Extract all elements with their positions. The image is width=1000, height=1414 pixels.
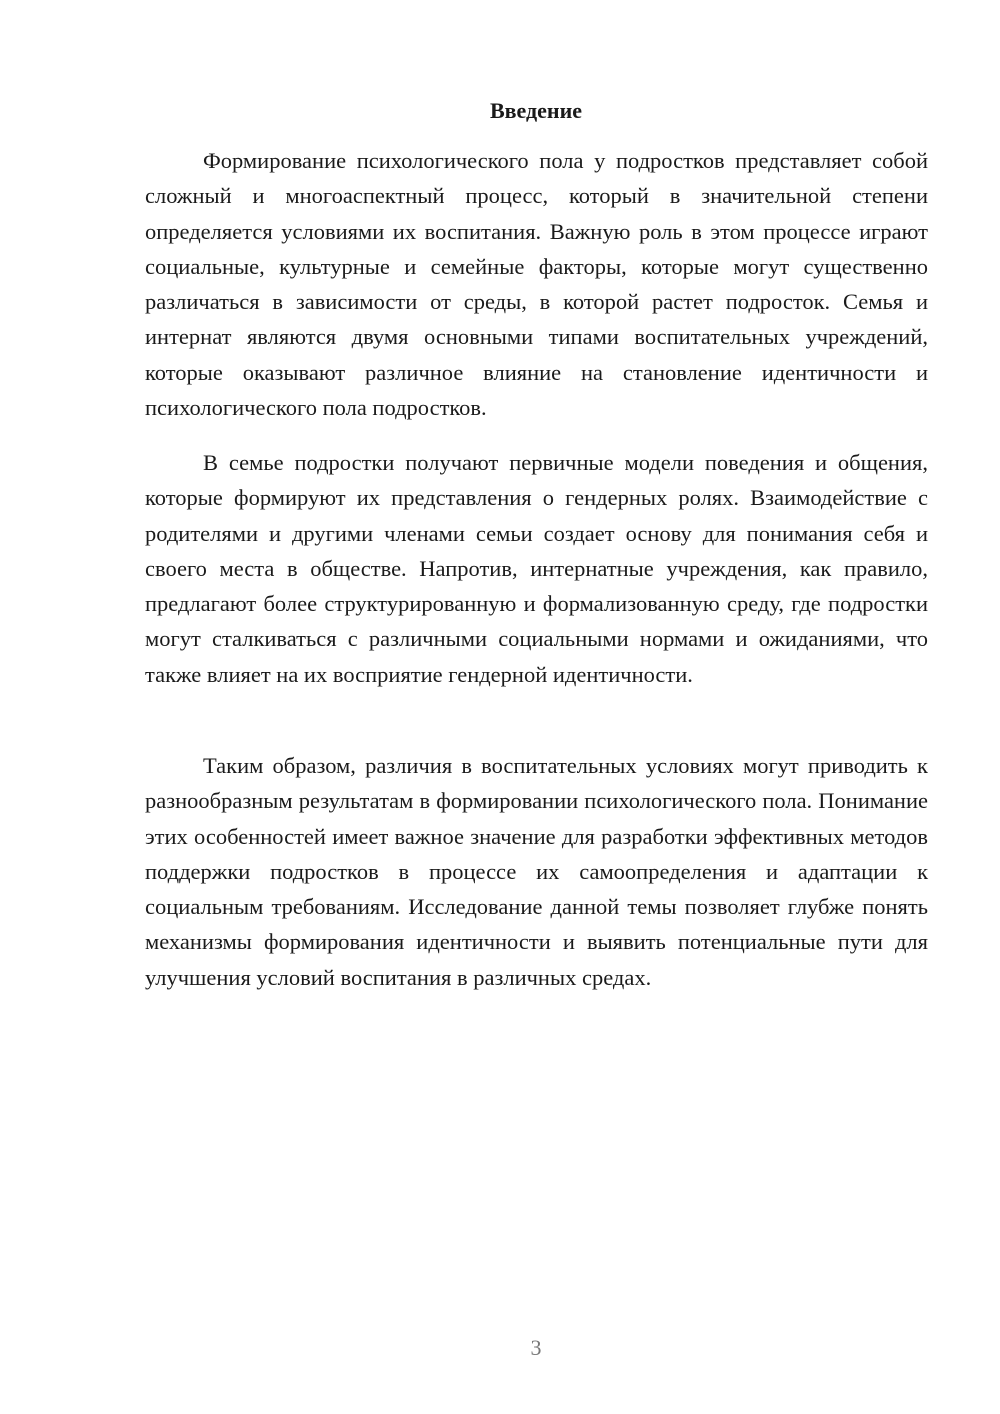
paragraph-2: В семье подростки получают первичные модели поведения и общения, которые формируют их представления о гендерных ролях. Взаимодействие с родителями и другими членами семьи создает основу для понимания себя и своего места в обществе. Напротив, интернатные учреждения, как правило, предлагают более структурированную и формализованную среду, где подростки могут сталкиваться с различными социальными нормами и ожиданиями, что также влияет на их восприятие гендерной идентичности. — [145, 450, 928, 687]
paragraph-1: Формирование психологического пола у подростков представляет собой сложный и многоаспектный процесс, который в значительной степени определяется условиями их воспитания. Важную роль в этом процессе играют социальные, культурные и семейные факторы, которые могут существенно различаться в зависимости от среды, в которой растет подросток. Семья и интернат являются двумя основными типами воспитательных учреждений, которые оказывают различное влияние на становление идентичности и психологического пола подростков. — [145, 148, 928, 421]
paragraph-3: Таким образом, различия в воспитательных условиях могут приводить к разнообразным результатам в формировании психологического пола. Понимание этих особенностей имеет важное значение для разработки эффективных методов поддержки подростков в процессе их самоопределения и адаптации к социальным требованиям. Исследование данной темы позволяет глубже понять механизмы формирования идентичности и выявить потенциальные пути для улучшения условий воспитания в различных средах. — [145, 753, 928, 990]
section-heading: Введение — [489, 98, 583, 123]
page-number: 3 — [530, 1335, 542, 1360]
